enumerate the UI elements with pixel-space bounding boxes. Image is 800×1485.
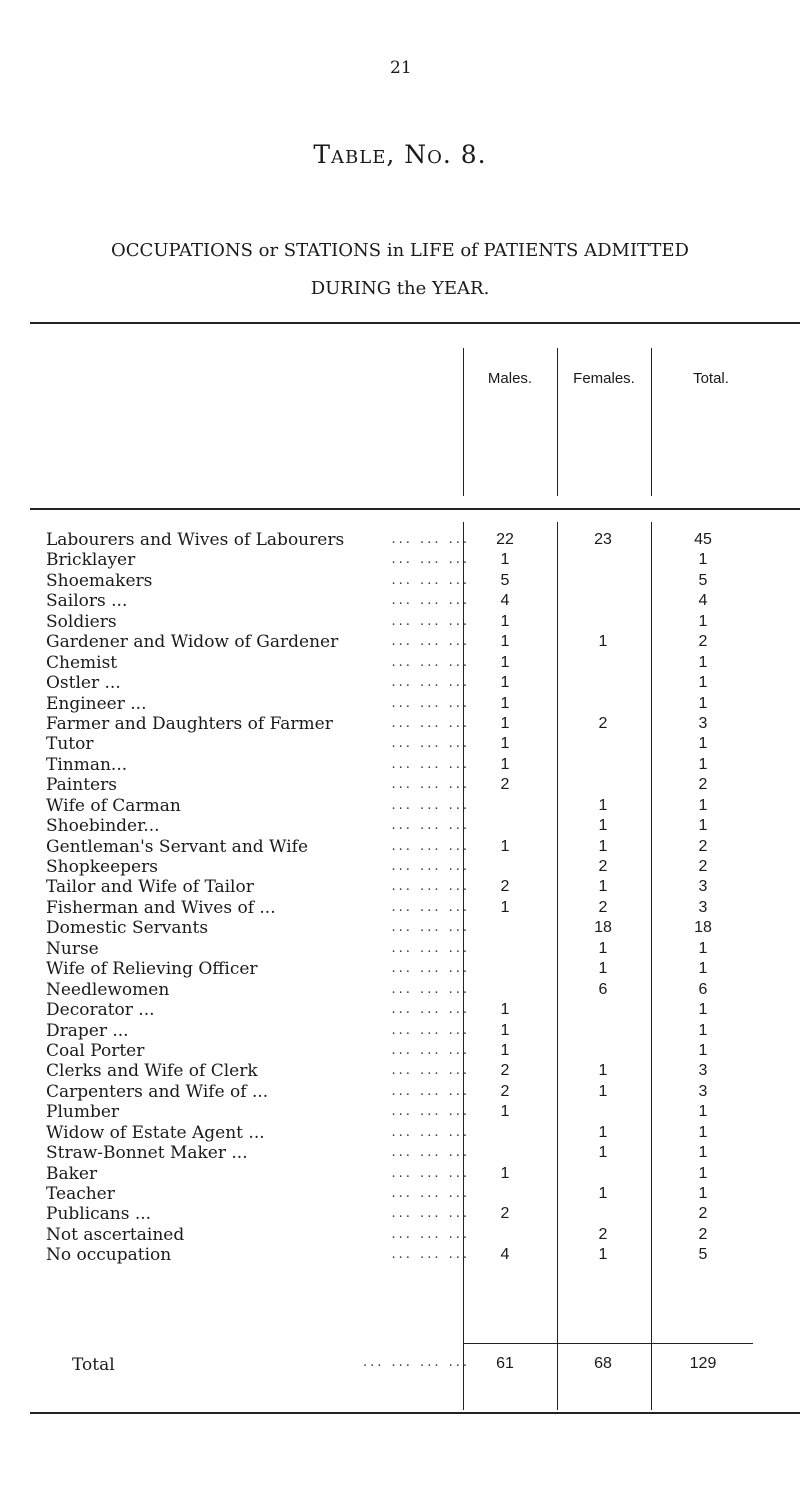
table-row (0, 530, 800, 550)
leader-dots: ... ... ... (391, 654, 470, 670)
males-count: 1 (500, 714, 510, 732)
leader-dots: ... ... ... (391, 736, 470, 752)
table-title: Table, No. 8. (313, 140, 487, 169)
occupation-label: Coal Porter (46, 1040, 145, 1061)
occupation-label: Widow of Estate Agent ... (46, 1122, 265, 1143)
total-count: 2 (698, 1225, 708, 1243)
occupation-label: Baker (46, 1163, 98, 1184)
total-count: 1 (698, 796, 708, 814)
males-count: 22 (496, 531, 514, 548)
table-row (0, 980, 800, 1000)
total-count: 1 (698, 1123, 708, 1141)
females-count: 1 (598, 1246, 608, 1264)
males-count: 1 (500, 837, 510, 855)
table-row (0, 796, 800, 816)
males-count: 2 (500, 1205, 510, 1223)
total-rule (463, 1343, 753, 1344)
males-count: 1 (500, 633, 510, 651)
table-row (0, 857, 800, 877)
occupation-label: Carpenters and Wife of ... (46, 1081, 269, 1102)
males-count: 1 (500, 612, 510, 630)
table-row (0, 571, 800, 591)
occupation-label: Soldiers (46, 611, 117, 632)
occupation-label: Tutor (46, 734, 94, 755)
leader-dots: ... ... ... (391, 940, 470, 956)
males-count: 5 (500, 571, 510, 589)
table-row (0, 591, 800, 611)
table-row (0, 653, 800, 673)
total-count: 1 (698, 653, 708, 671)
leader-dots: ... ... ... (391, 818, 470, 834)
leader-dots: ... ... ... (391, 920, 470, 936)
leader-dots: ... ... ... (391, 838, 470, 854)
column-header-males: Males. (487, 370, 533, 387)
table-row (0, 1061, 800, 1081)
leader-dots: ... ... ... (391, 1165, 470, 1181)
occupation-label: Shoemakers (46, 570, 153, 591)
total-count: 45 (694, 531, 712, 548)
table-row (0, 1123, 800, 1143)
females-count: 23 (594, 531, 612, 548)
occupation-label: Domestic Servants (46, 918, 209, 939)
leader-dots: ... ... ... (391, 572, 470, 588)
leader-dots: ... ... ... (391, 899, 470, 915)
leader-dots: ... ... ... (391, 532, 470, 547)
occupation-label: Chemist (46, 652, 118, 673)
table-row (0, 1204, 800, 1224)
occupation-label: Draper ... (46, 1020, 129, 1041)
total-count: 1 (698, 551, 708, 569)
females-count: 1 (598, 837, 608, 855)
total-total: 129 (689, 1355, 717, 1372)
females-count: 1 (598, 633, 608, 651)
occupation-rows (0, 530, 800, 1266)
table-row (0, 816, 800, 836)
total-count: 1 (698, 735, 708, 753)
total-count: 3 (698, 878, 708, 896)
occupation-label: Fisherman and Wives of ... (46, 897, 276, 918)
males-count: 1 (500, 1103, 510, 1121)
occupation-label: Sailors ... (46, 591, 128, 612)
leader-dots: ... ... ... (391, 777, 470, 793)
occupation-label: Gardener and Widow of Gardener (46, 632, 339, 653)
occupation-label: Shopkeepers (46, 857, 158, 877)
bottom-rule (30, 1412, 800, 1414)
table-row (0, 694, 800, 714)
total-count: 3 (698, 1062, 708, 1080)
occupation-label: Shoebinder... (46, 816, 160, 837)
females-count: 1 (598, 1123, 608, 1141)
table-row (0, 877, 800, 897)
leader-dots: ... ... ... (391, 715, 470, 731)
occupation-label: Plumber (46, 1102, 120, 1123)
total-count: 18 (694, 919, 712, 937)
occupation-label: Straw-Bonnet Maker ... (46, 1143, 248, 1164)
males-count: 4 (500, 592, 510, 610)
leader-dots: ... ... ... (391, 1104, 470, 1120)
column-header-total: Total. (693, 370, 729, 387)
occupation-label: Ostler ... (46, 673, 121, 694)
total-count: 1 (698, 1001, 708, 1019)
leader-dots: ... ... ... (391, 879, 470, 895)
occupation-label: No occupation (46, 1245, 172, 1266)
females-count: 2 (598, 1225, 608, 1243)
table-row (0, 734, 800, 754)
females-count: 1 (598, 1185, 608, 1202)
heading-line-1: OCCUPATIONS or STATIONS in LIFE of PATIENTS ADMITTED (111, 240, 689, 261)
total-count: 1 (698, 694, 708, 712)
occupation-label: Bricklayer (46, 550, 136, 571)
total-count: 1 (698, 1041, 708, 1059)
leader-dots: ... ... ... (391, 613, 470, 629)
leader-dots: ... ... ... (391, 756, 470, 772)
table-row (0, 898, 800, 918)
table-row (0, 1164, 800, 1184)
leader-dots: ... ... ... (391, 797, 470, 813)
leader-dots: ... ... ... (391, 1042, 470, 1058)
top-rule (30, 322, 800, 324)
occupation-label: Teacher (46, 1184, 115, 1204)
table-heading (0, 232, 800, 308)
total-count: 1 (698, 755, 708, 773)
leader-dots: ... ... ... (391, 1063, 470, 1079)
males-count: 1 (500, 694, 510, 712)
total-count: 2 (698, 776, 708, 794)
males-count: 1 (500, 674, 510, 692)
total-count: 1 (698, 1021, 708, 1039)
occupation-label: Painters (46, 775, 117, 796)
males-count: 2 (500, 1062, 510, 1080)
table-row (0, 632, 800, 652)
table-row (0, 1000, 800, 1020)
occupation-label: Decorator ... (46, 1000, 155, 1021)
table-row (0, 714, 800, 734)
leader-dots: ... ... ... (391, 1186, 470, 1201)
heading-line-2: DURING the YEAR. (310, 278, 490, 299)
total-count: 1 (698, 1164, 708, 1182)
total-count: 2 (698, 633, 708, 651)
table-row (0, 673, 800, 693)
occupation-label: Engineer ... (46, 693, 147, 714)
occupation-label: Gentleman's Servant and Wife (46, 836, 309, 857)
table-row (0, 1041, 800, 1061)
leader-dots: ... ... ... (391, 1247, 470, 1263)
leader-dots: ... ... ... (391, 1022, 470, 1038)
table-row (0, 1245, 800, 1265)
occupation-label: Clerks and Wife of Clerk (46, 1061, 258, 1082)
males-count: 1 (500, 1001, 510, 1019)
occupation-label: Not ascertained (46, 1224, 185, 1245)
leader-dots: ... ... ... (391, 1226, 470, 1242)
females-count: 1 (598, 796, 608, 814)
females-count: 1 (598, 939, 608, 957)
occupation-label: Wife of Relieving Officer (46, 959, 258, 980)
total-females: 68 (594, 1355, 612, 1372)
leader-dots: ... ... ... (391, 961, 470, 977)
column-header-females: Females. (573, 370, 635, 387)
leader-dots: ... ... ... (391, 1002, 470, 1018)
total-label: Total (72, 1355, 115, 1375)
total-count: 2 (698, 1205, 708, 1223)
males-count: 4 (500, 1246, 510, 1264)
females-count: 6 (598, 980, 608, 998)
total-count: 4 (698, 592, 708, 610)
males-count: 1 (500, 1041, 510, 1059)
males-count: 1 (500, 735, 510, 753)
table-row (0, 1082, 800, 1102)
leader-dots: ... ... ... (391, 1083, 470, 1099)
table-row (0, 837, 800, 857)
leader-dots: ... ... ... (391, 859, 470, 874)
leader-dots: ... ... ... (391, 593, 470, 609)
occupation-label: Wife of Carman (46, 795, 181, 816)
leader-dots: ... ... ... (391, 1124, 470, 1140)
total-count: 5 (698, 1246, 708, 1264)
leader-dots: ... ... ... (391, 675, 470, 691)
table-row (0, 755, 800, 775)
table-row (0, 1021, 800, 1041)
table-row (0, 1102, 800, 1122)
females-count: 1 (598, 960, 608, 978)
females-count: 1 (598, 1062, 608, 1080)
page-number: 21 (390, 58, 412, 78)
males-count: 1 (500, 1164, 510, 1182)
table-row (0, 939, 800, 959)
occupation-label: Tinman... (46, 754, 128, 775)
females-count: 1 (598, 817, 608, 835)
total-count: 1 (698, 674, 708, 692)
females-count: 1 (598, 878, 608, 896)
females-count: 2 (598, 858, 608, 875)
table-row (0, 918, 800, 938)
total-count: 6 (698, 980, 708, 998)
leader-dots: ... ... ... (391, 981, 470, 997)
total-count: 1 (698, 939, 708, 957)
females-count: 18 (594, 919, 612, 937)
occupation-label: Labourers and Wives of Labourers (46, 530, 345, 550)
females-count: 1 (598, 1144, 608, 1162)
table-row (0, 1143, 800, 1163)
table-row (0, 612, 800, 632)
total-count: 1 (698, 817, 708, 835)
total-count: 5 (698, 571, 708, 589)
females-count: 1 (598, 1082, 608, 1100)
males-count: 1 (500, 755, 510, 773)
table-row (0, 1184, 800, 1204)
females-count: 2 (598, 898, 608, 916)
occupation-label: Farmer and Daughters of Farmer (46, 713, 333, 734)
females-count: 2 (598, 714, 608, 732)
males-count: 1 (500, 898, 510, 916)
leader-dots: ... ... ... (391, 1206, 470, 1222)
leader-dots: ... ... ... ... (363, 1355, 470, 1370)
males-count: 2 (500, 776, 510, 794)
table-row (0, 550, 800, 570)
total-count: 1 (698, 960, 708, 978)
total-count: 3 (698, 714, 708, 732)
males-count: 1 (500, 653, 510, 671)
total-count: 2 (698, 837, 708, 855)
total-count: 1 (698, 1144, 708, 1162)
males-count: 2 (500, 878, 510, 896)
males-count: 1 (500, 1021, 510, 1039)
occupation-label: Nurse (46, 938, 99, 959)
males-count: 2 (500, 1082, 510, 1100)
header-bottom-rule (30, 508, 800, 510)
total-count: 3 (698, 1082, 708, 1100)
leader-dots: ... ... ... (391, 634, 470, 650)
leader-dots: ... ... ... (391, 1145, 470, 1161)
table-row (0, 959, 800, 979)
total-males: 61 (496, 1355, 514, 1372)
males-count: 1 (500, 551, 510, 569)
occupation-label: Needlewomen (46, 979, 170, 1000)
total-row (0, 1355, 800, 1379)
total-count: 1 (698, 1185, 708, 1202)
leader-dots: ... ... ... (391, 552, 470, 568)
table-row (0, 775, 800, 795)
occupation-label: Publicans ... (46, 1204, 152, 1225)
total-count: 3 (698, 898, 708, 916)
leader-dots: ... ... ... (391, 695, 470, 711)
total-count: 1 (698, 1103, 708, 1121)
total-count: 1 (698, 612, 708, 630)
table-row (0, 1225, 800, 1245)
total-count: 2 (698, 858, 708, 875)
occupation-label: Tailor and Wife of Tailor (46, 877, 254, 898)
